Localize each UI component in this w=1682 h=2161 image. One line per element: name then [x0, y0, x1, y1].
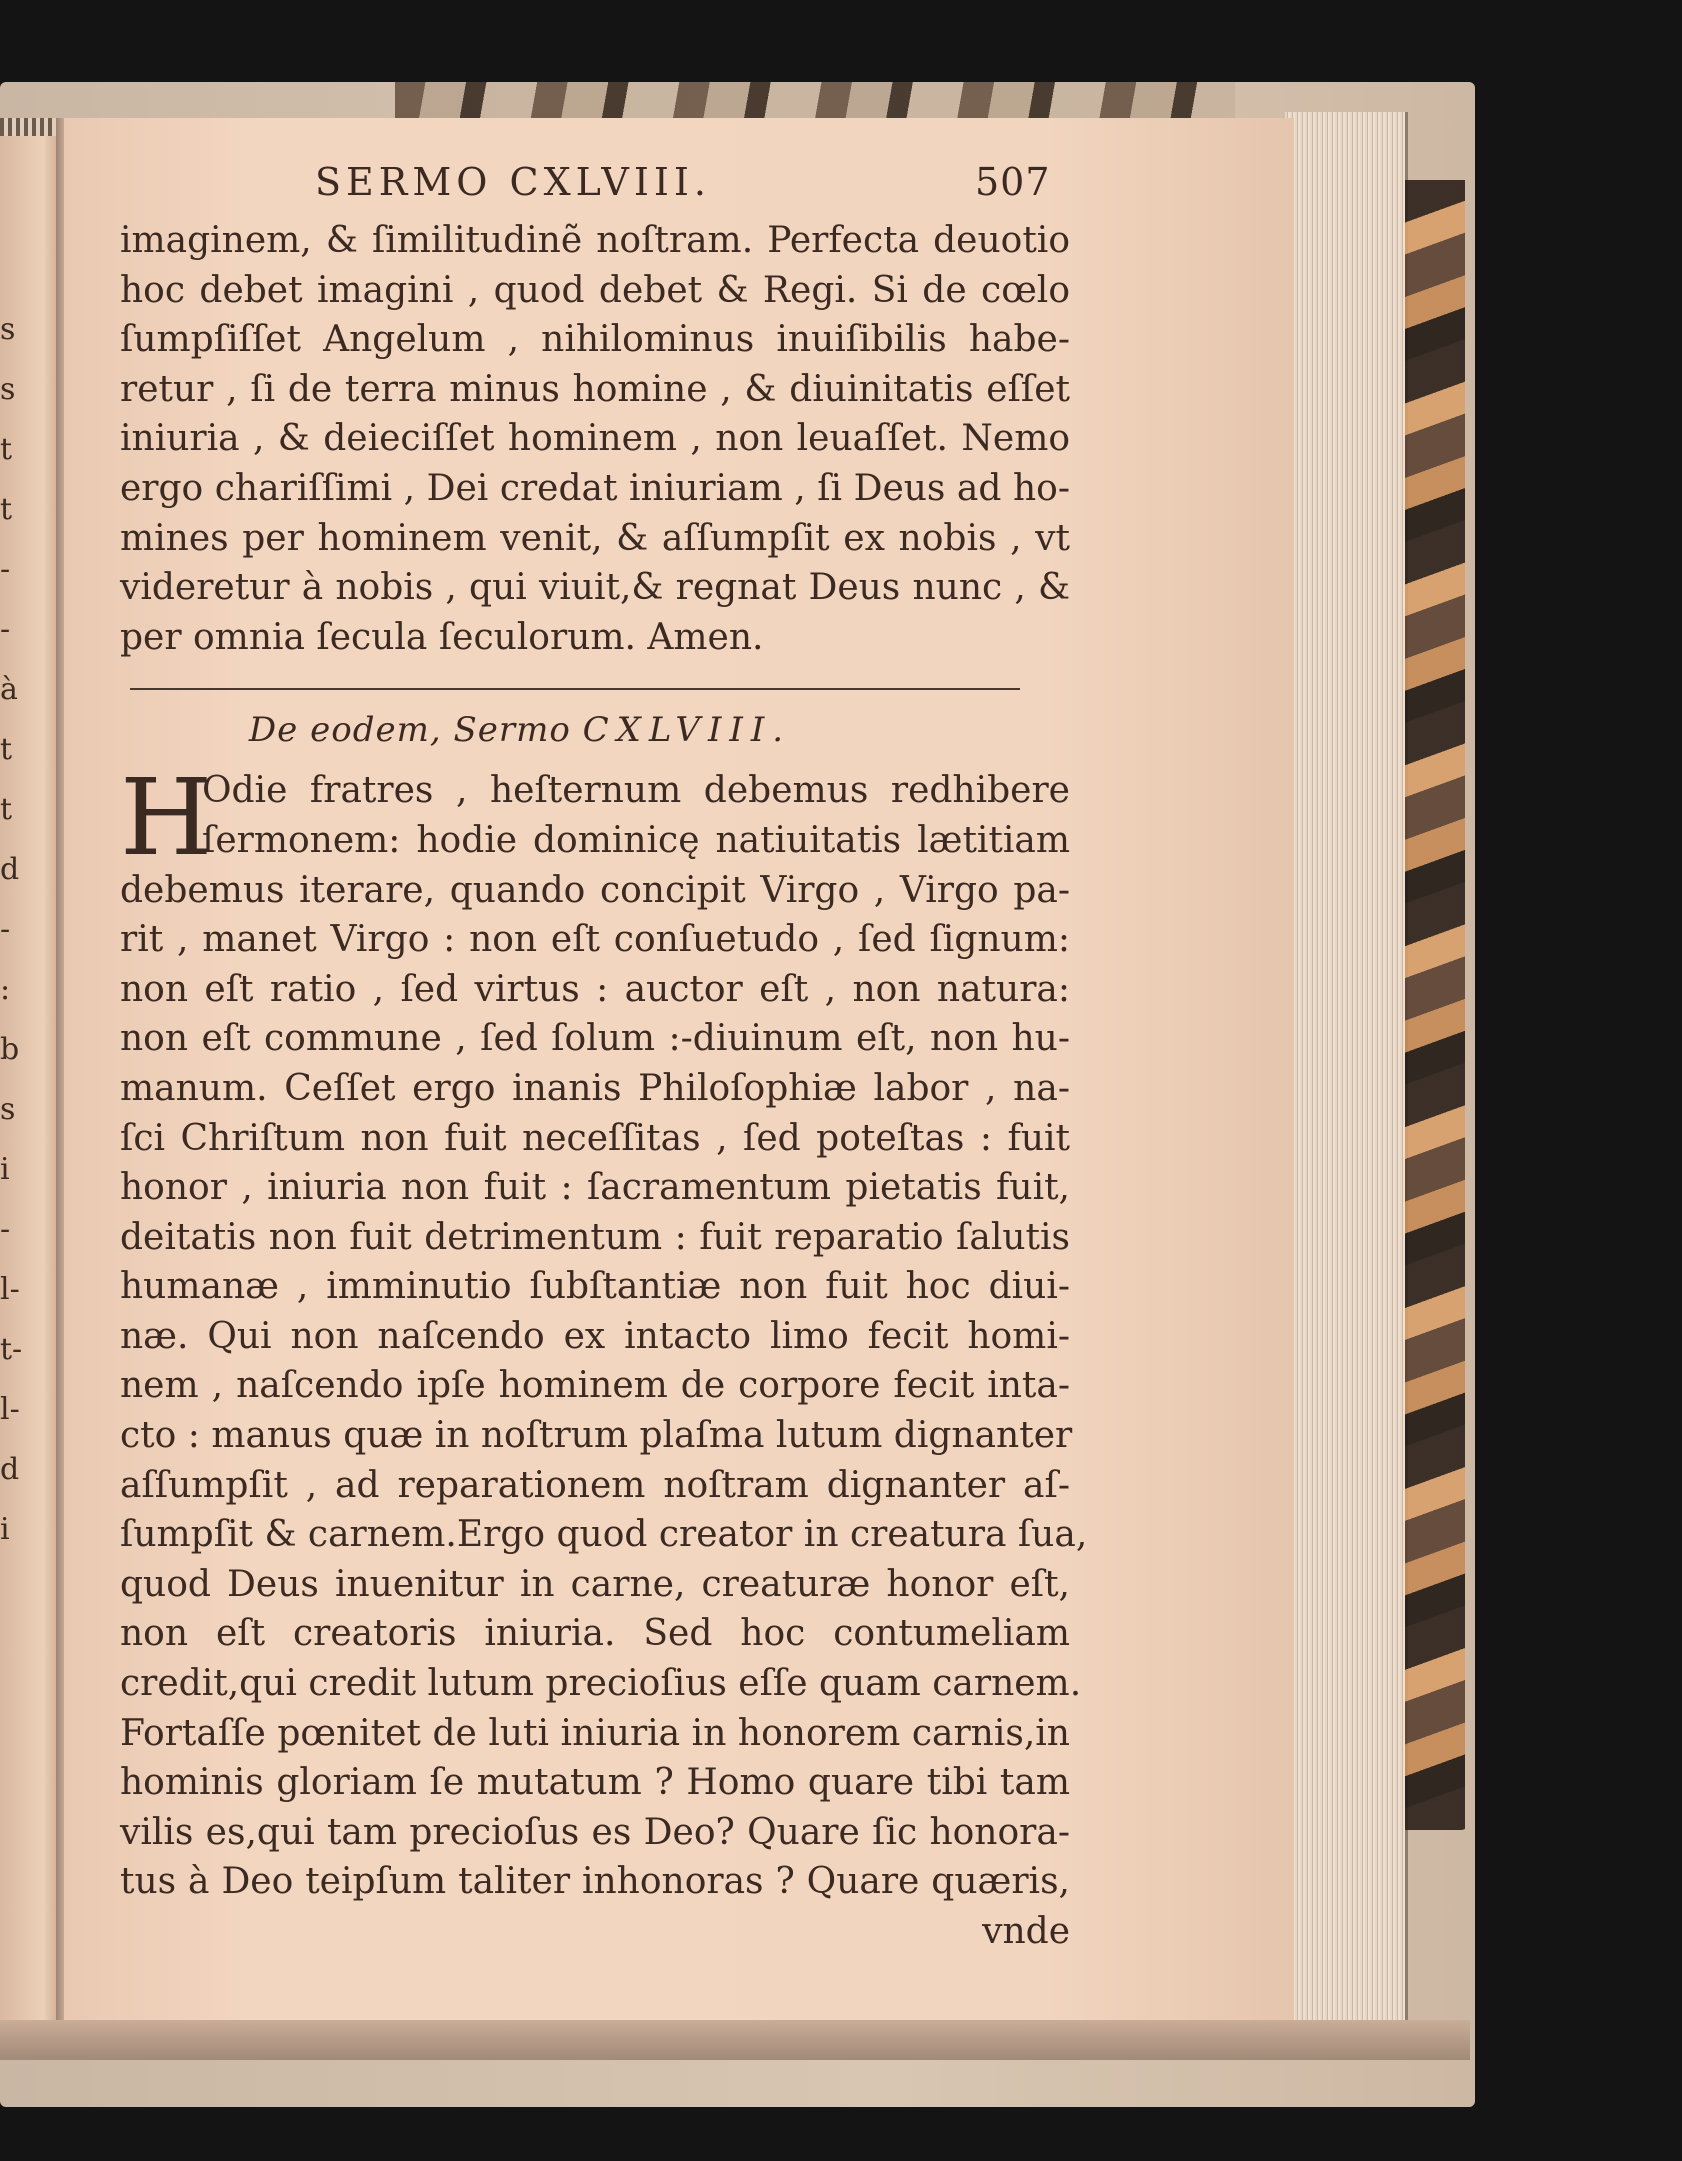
margin-fragment: i	[0, 1512, 10, 1547]
margin-fragment: l-	[0, 1392, 20, 1427]
text-line: tus à Deo teipſum taliter inhonoras ? Quare quæris,	[120, 1861, 1070, 1903]
catchword: vnde	[982, 1911, 1070, 1952]
margin-fragment: d	[0, 852, 20, 887]
text-line: honor , iniuria non fuit : ſacramentum pietatis fuit,	[120, 1167, 1070, 1209]
margin-fragment: à	[0, 672, 18, 707]
text-line: mines per hominem venit, & aſſumpſit ex nobis , vt	[120, 517, 1070, 559]
text-line: rit , manet Virgo : non eſt conſuetudo , ſed ſignum:	[120, 919, 1070, 961]
margin-fragment: :	[0, 972, 11, 1007]
drop-cap: H	[120, 756, 213, 880]
margin-fragment: t	[0, 432, 13, 467]
margin-fragment: -	[0, 612, 11, 647]
margin-fragment: t	[0, 792, 13, 827]
text-line: videretur à nobis , qui viuit,& regnat Deus nunc , &	[120, 567, 1070, 609]
margin-fragment: t-	[0, 1332, 23, 1367]
running-head-title: SERMO CXLVIII.	[315, 160, 711, 204]
text-line: retur , ſi de terra minus homine , & diuinitatis eſſet	[120, 368, 1070, 410]
paragraph-2-lines	[120, 756, 1088, 1907]
margin-fragment: d	[0, 1452, 20, 1487]
text-line: quod Deus inuenitur in carne, creaturæ honor eſt,	[120, 1563, 1070, 1605]
margin-fragment: -	[0, 1212, 11, 1247]
text-line: debemus iterare, quando concipit Virgo , Virgo pa-	[120, 869, 1070, 911]
text-line: non eſt ratio , ſed virtus : auctor eſt , non natura:	[120, 968, 1070, 1010]
text-line: ſumpſiſſet Angelum , nihilominus inuiſibilis habe-	[120, 319, 1070, 361]
running-head	[120, 160, 1070, 210]
margin-fragment: -	[0, 912, 11, 947]
margin-fragment: t	[0, 492, 13, 527]
section-rule	[130, 688, 1020, 690]
margin-fragment: -	[0, 552, 11, 587]
margin-fragment: b	[0, 1032, 20, 1067]
text-line: deitatis non fuit detrimentum : fuit reparatio ſalutis	[120, 1216, 1070, 1258]
text-line: humanæ , imminutio ſubſtantiæ non fuit hoc diui-	[120, 1266, 1070, 1308]
section-heading	[120, 700, 920, 760]
text-line: vilis es,qui tam precioſus es Deo? Quare ſic honora-	[120, 1811, 1070, 1853]
margin-fragment: s	[0, 312, 16, 347]
margin-fragment: s	[0, 372, 16, 407]
text-line: manum. Ceſſet ergo inanis Philoſophiæ labor , na-	[120, 1067, 1070, 1109]
text-line: hoc debet imagini , quod debet & Regi. Si de cœlo	[120, 269, 1070, 311]
text-line: hominis gloriam ſe mutatum ? Homo quare tibi tam	[120, 1762, 1070, 1804]
text-line: nem , naſcendo ipſe hominem de corpore fecit inta-	[120, 1365, 1070, 1407]
text-line: ergo chariſſimi , Dei credat iniuriam , ſi Deus ad ho-	[120, 467, 1070, 509]
bottom-edge	[0, 2020, 1470, 2060]
text-line: ſumpſit & carnem.Ergo quod creator in creatura ſua,	[120, 1514, 1088, 1556]
top-marbled-edge	[395, 82, 1235, 122]
paragraph-2	[120, 756, 1088, 1907]
text-line: iniuria , & deieciſſet hominem , non leuaſſet. Nemo	[120, 418, 1070, 460]
text-line: imaginem, & ſimilitudinẽ noſtram. Perfecta deuotio	[120, 220, 1070, 261]
margin-fragment: l-	[0, 1272, 20, 1307]
text-line: cto : manus quæ in noſtrum plaſma lutum dignanter	[120, 1415, 1073, 1457]
section-heading-prefix: De eodem, Sermo	[248, 710, 571, 751]
margin-fragment: t	[0, 732, 13, 767]
margin-fragment: s	[0, 1092, 16, 1127]
marbled-cover-edge	[1405, 180, 1465, 1830]
text-line: per omnia ſecula ſeculorum. Amen.	[120, 616, 764, 658]
headband	[0, 118, 62, 136]
text-line: non eſt commune , ſed ſolum :-diuinum eſt, non hu-	[120, 1018, 1070, 1060]
paragraph-1	[120, 216, 1070, 662]
text-line: Odie fratres , heſternum debemus redhibere	[202, 770, 1070, 812]
text-line: næ. Qui non naſcendo ex intacto limo fecit homi-	[120, 1315, 1070, 1357]
text-line: Fortaſſe pœnitet de luti iniuria in honorem carnis,in	[120, 1712, 1070, 1754]
margin-fragment: i	[0, 1152, 10, 1187]
page-text	[120, 160, 1088, 1957]
page-block-edge	[1285, 112, 1408, 2037]
left-page-margin-text	[0, 300, 23, 1560]
text-line: credit,qui credit lutum precioſius eſſe quam carnem.	[120, 1663, 1082, 1705]
text-line: ſermonem: hodie dominicę natiuitatis lætitiam	[202, 819, 1070, 861]
section-heading-number: CXLVIII.	[582, 710, 792, 751]
page-number: 507	[975, 160, 1051, 204]
text-line: aſſumpſit , ad reparationem noſtram dignanter aſ-	[120, 1464, 1070, 1506]
text-line: non eſt creatoris iniuria. Sed hoc contumeliam	[120, 1613, 1070, 1655]
text-line: ſci Chriſtum non fuit neceſſitas , ſed poteſtas : fuit	[120, 1117, 1070, 1159]
